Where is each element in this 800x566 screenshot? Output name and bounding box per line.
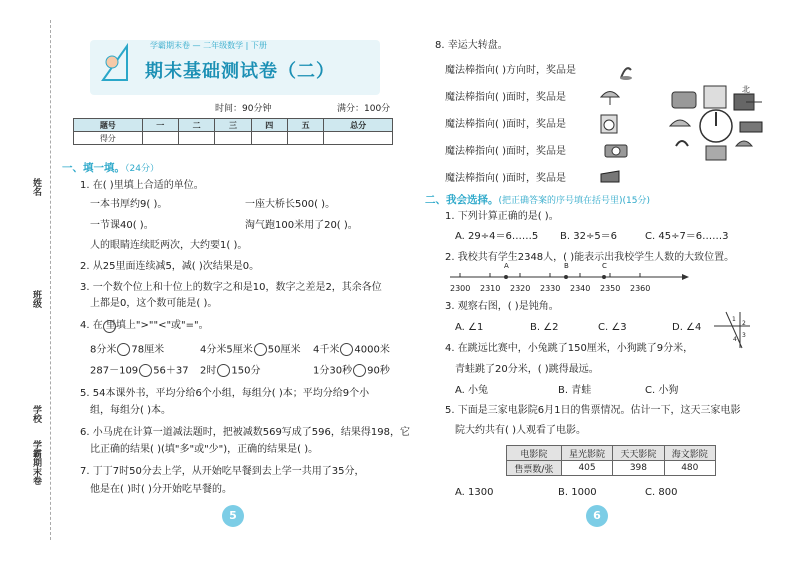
choice-3-opt-a[interactable]: A. ∠1 — [455, 322, 484, 333]
compare-circle[interactable] — [103, 320, 116, 333]
umbrella-icon — [600, 88, 620, 109]
choice-1: 1. 下列计算正确的是( )。 — [445, 211, 559, 222]
question-7a: 7. 丁丁7时50分去上学，从开始吃早餐到去上学一共用了35分， — [80, 466, 365, 477]
score-cell[interactable] — [324, 132, 393, 145]
choice-3-opt-c[interactable]: C. ∠3 — [598, 322, 627, 333]
score-header: 总分 — [324, 119, 393, 132]
question-1e: 人的眼睛连续眨两次，大约要1( )。 — [90, 240, 248, 251]
score-header: 五 — [287, 119, 323, 132]
question-8: 8. 幸运大转盘。 — [435, 40, 508, 51]
angle-label: 2 — [742, 320, 746, 327]
cinema-header: 星光影院 — [561, 446, 612, 461]
question-5a: 5. 54本课外书，平均分给6个小组，每组分( )本；平均分给9个小 — [80, 388, 370, 399]
binding-line — [50, 20, 51, 540]
question-6a: 6. 小马虎在计算一道减法题时，把被减数569写成了596，结果得198，它 — [80, 427, 410, 438]
score-cell[interactable] — [287, 132, 323, 145]
question-1c: 一节课40( )。 — [90, 220, 154, 231]
choice-4-opt-b[interactable]: B. 青蛙 — [558, 385, 592, 396]
score-cell[interactable] — [178, 132, 214, 145]
compare-circle[interactable] — [117, 343, 130, 356]
choice-3-opt-b[interactable]: B. ∠2 — [530, 322, 559, 333]
question-3a: 3. 一个数个位上和十位上的数字之和是10，数字之差是2，其余各位 — [80, 282, 382, 293]
compare-circle[interactable] — [139, 364, 152, 377]
cinema-cell: 405 — [561, 461, 612, 476]
wheel-line-2: 魔法棒指向( )面时，奖品是 — [445, 92, 566, 103]
question-7b: 他是在( )时( )分开始吃早餐的。 — [90, 484, 232, 495]
choice-3-opt-d[interactable]: D. ∠4 — [672, 322, 702, 333]
question-1d: 淘气跑100米用了20( )。 — [245, 220, 358, 231]
cinema-header: 海文影院 — [664, 446, 715, 461]
question-1b: 一座大桥长500( )。 — [245, 199, 336, 210]
section-1-heading: 一、填一填。（24分） — [62, 162, 159, 174]
compare-row-1b: 4分米5厘米 50厘米 — [200, 344, 301, 356]
time-limit: 时间：90分钟 — [215, 104, 272, 114]
wheel-line-5: 魔法棒指向( )面时，奖品是 — [445, 173, 566, 184]
score-header: 四 — [251, 119, 287, 132]
name-label: 姓名 — [31, 178, 41, 196]
page-number: 6 — [586, 505, 608, 527]
cinema-row-label: 售票数/张 — [507, 461, 562, 476]
compare-circle[interactable] — [340, 343, 353, 356]
piano-icon — [600, 170, 620, 187]
score-cell[interactable] — [215, 132, 251, 145]
page-number: 5 — [222, 505, 244, 527]
numline-mark-b: B — [564, 262, 569, 270]
score-header: 三 — [215, 119, 251, 132]
choice-4-opt-a[interactable]: A. 小兔 — [455, 385, 489, 396]
score-header: 二 — [178, 119, 214, 132]
page-title: 期末基础测试卷（二） — [145, 61, 335, 82]
score-row-label: 得分 — [74, 132, 143, 145]
compare-circle[interactable] — [353, 364, 366, 377]
choice-4-opt-c[interactable]: C. 小狗 — [645, 385, 679, 396]
numline-mark-a: A — [504, 262, 509, 270]
question-1: 1. 在( )里填上合适的单位。 — [80, 180, 204, 191]
angle-label: 3 — [742, 332, 746, 339]
book-label: 学霸期末卷 — [31, 440, 41, 485]
choice-4a: 4. 在跳远比赛中，小兔跳了150厘米，小狗跳了9分米， — [445, 343, 694, 354]
angle-label: 1 — [732, 316, 736, 323]
wheel-line-1: 魔法棒指向( )方向时，奖品是 — [445, 65, 576, 76]
compare-circle[interactable] — [217, 364, 230, 377]
score-table — [73, 118, 393, 145]
compare-circle[interactable] — [254, 343, 267, 356]
choice-5-opt-a[interactable]: A. 1300 — [455, 487, 494, 498]
score-header: 一 — [142, 119, 178, 132]
compare-row-2c: 1分30秒 90秒 — [313, 365, 390, 377]
question-1a: 一本书厚约9( )。 — [90, 199, 168, 210]
school-label: 学校 — [31, 405, 41, 423]
numline-mark-c: C — [602, 262, 607, 270]
lamp-icon — [617, 62, 635, 83]
section-2-heading: 二、我会选择。(把正确答案的序号填在括号里)(15分) — [425, 194, 650, 206]
choice-5-opt-c[interactable]: C. 800 — [645, 487, 678, 498]
wheel-line-3: 魔法棒指向( )面时，奖品是 — [445, 119, 566, 130]
cinema-header: 电影院 — [507, 446, 562, 461]
choice-3: 3. 观察右图，( )是钝角。 — [445, 301, 559, 312]
cinema-cell: 480 — [664, 461, 715, 476]
question-5b: 组，每组分( )本。 — [90, 405, 171, 416]
score-header: 题号 — [74, 119, 143, 132]
question-2: 2. 从25里面连续减5，减( )次结果是0。 — [80, 261, 260, 272]
class-label: 班级 — [31, 290, 41, 308]
number-line — [450, 266, 690, 283]
choice-1-opt-b[interactable]: B. 32÷5＝6 — [560, 231, 618, 242]
compare-row-1c: 4千米 4000米 — [313, 344, 390, 356]
question-6b: 比正确的结果( )(填"多"或"少")，正确的结果是( )。 — [90, 444, 319, 455]
compare-row-2b: 2时 150分 — [200, 365, 261, 377]
full-score: 满分：100分 — [337, 104, 391, 114]
wheel-line-4: 魔法棒指向( )面时，奖品是 — [445, 146, 566, 157]
question-4: 4. 在 里填上">""<"或"="。 — [80, 320, 209, 331]
choice-1-opt-c[interactable]: C. 45÷7＝6……3 — [645, 231, 729, 242]
north-label: 北 — [742, 85, 750, 94]
choice-5a: 5. 下面是三家电影院6月1日的售票情况。估计一下，这天三家电影 — [445, 405, 741, 416]
choice-5-opt-b[interactable]: B. 1000 — [558, 487, 597, 498]
compass-icon — [746, 94, 762, 113]
compare-row-1: 8分米 78厘米 — [90, 344, 165, 356]
angle-label: 4 — [733, 336, 737, 343]
choice-5b: 院大约共有( )人观看了电影。 — [455, 425, 586, 436]
cinema-header: 天天影院 — [613, 446, 664, 461]
cinema-cell: 398 — [613, 461, 664, 476]
washing-machine-icon — [600, 114, 618, 137]
question-3b: 上都是0，这个数可能是( )。 — [90, 298, 218, 309]
camera-icon — [604, 142, 628, 161]
choice-1-opt-a[interactable]: A. 29÷4＝6……5 — [455, 231, 539, 242]
choice-4b: 青蛙跳了20分米，( )跳得最远。 — [455, 364, 599, 375]
ruler-icon — [100, 42, 130, 82]
score-cell[interactable] — [251, 132, 287, 145]
cinema-table — [506, 445, 716, 476]
compare-row-2: 287－109 56＋37 — [90, 365, 189, 377]
score-cell[interactable] — [142, 132, 178, 145]
choice-2: 2. 我校共有学生2348人，( )能表示出我校学生人数的大致位置。 — [445, 252, 735, 263]
top-line: 学霸期末卷 — 二年级数学 | 下册 — [150, 41, 267, 50]
